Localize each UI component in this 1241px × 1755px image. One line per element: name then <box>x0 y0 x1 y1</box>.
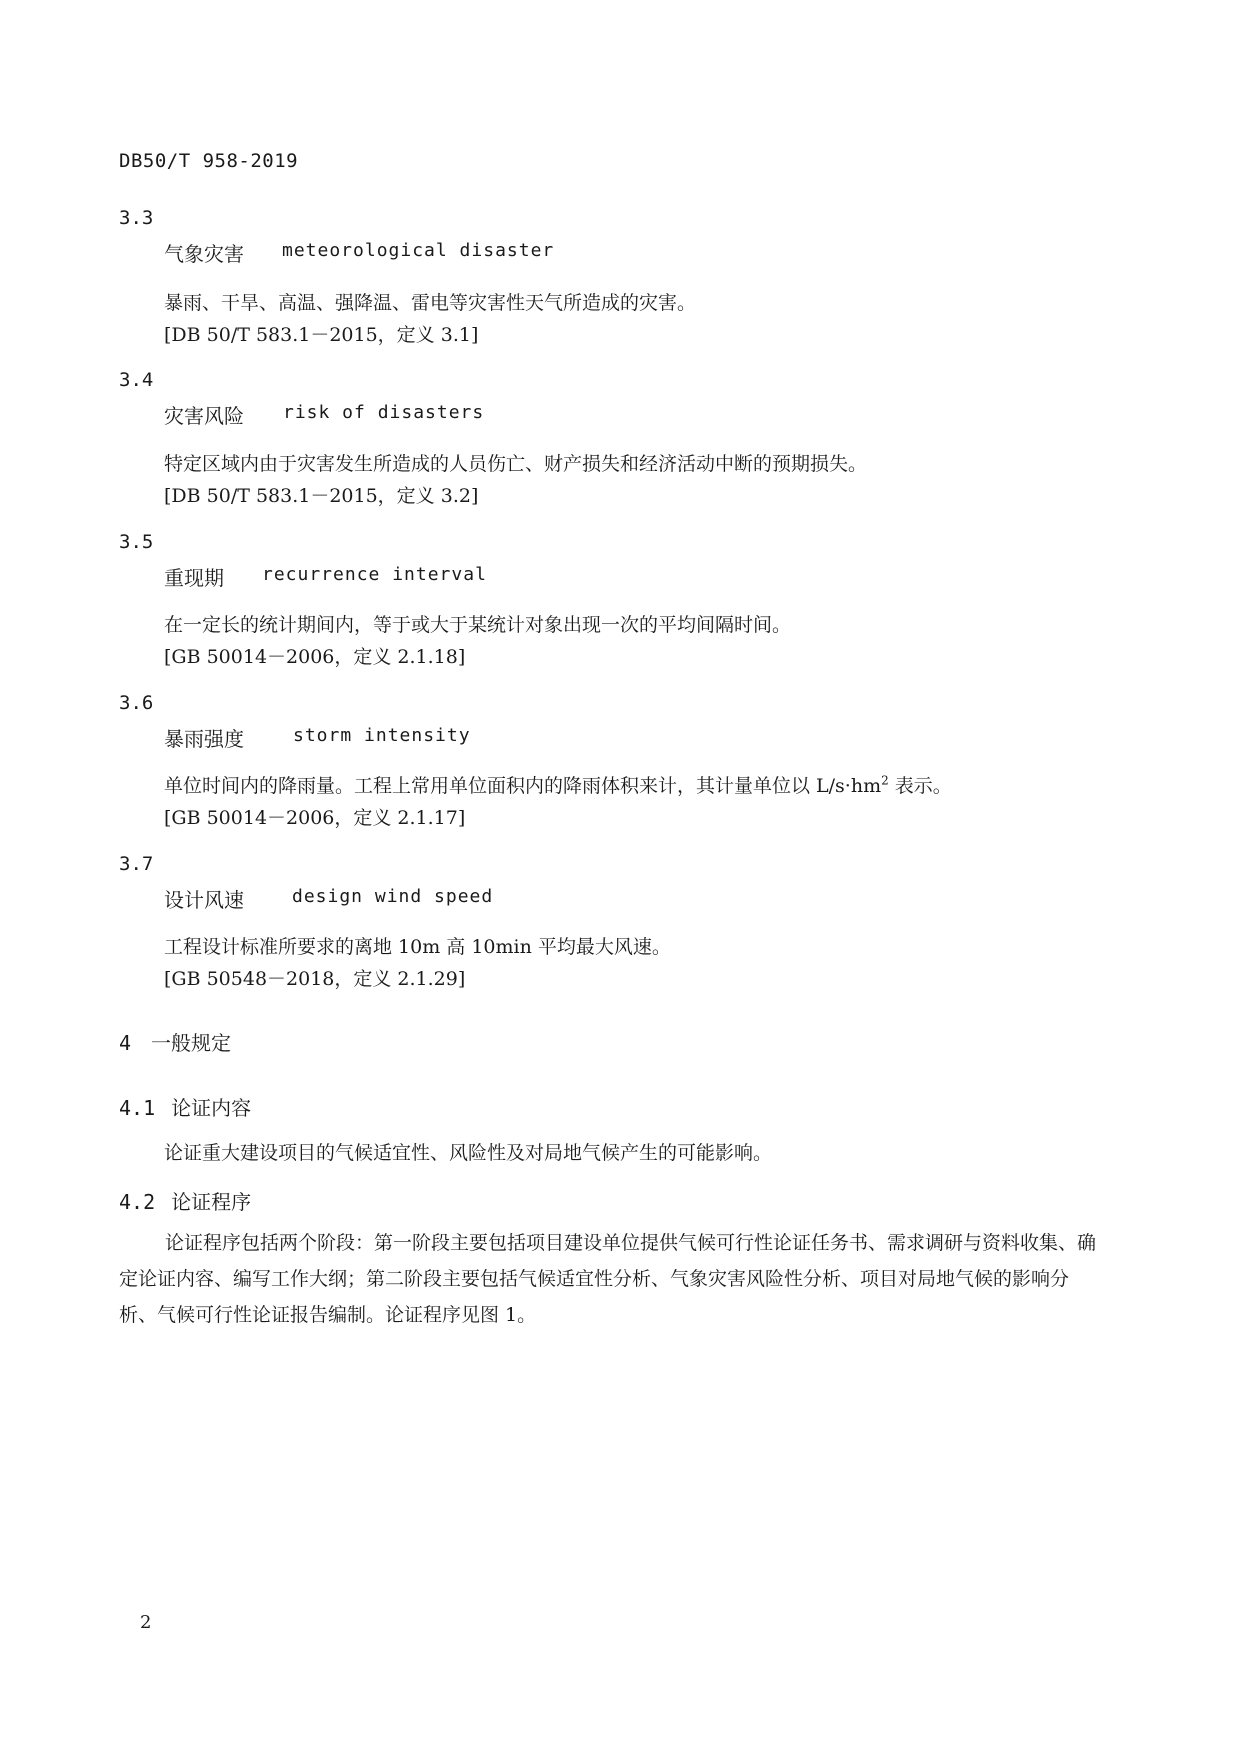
subsection-heading <box>119 1092 251 1121</box>
term-chinese: 气象灾害 <box>164 242 244 266</box>
doc-code-header: DB50/T 958-2019 <box>119 150 299 172</box>
section-title: 一般规定 <box>151 1031 232 1055</box>
term-source: [DB 50/T 583.1－2015，定义 3.1] <box>164 324 479 346</box>
term-definition: 特定区域内由于灾害发生所造成的人员伤亡、财产损失和经济活动中断的预期损失。 <box>164 453 868 475</box>
term-definition: 暴雨、干旱、高温、强降温、雷电等灾害性天气所造成的灾害。 <box>164 292 697 314</box>
subsection-title: 论证内容 <box>171 1096 252 1120</box>
term-definition <box>164 771 952 798</box>
term-english: risk of disasters <box>283 402 485 423</box>
term-source: [GB 50014－2006，定义 2.1.18] <box>164 646 466 668</box>
term-chinese: 暴雨强度 <box>164 727 244 751</box>
term-number: 3.6 <box>119 692 154 714</box>
term-number: 3.4 <box>119 369 154 391</box>
term-definition: 在一定长的统计期间内，等于或大于某统计对象出现一次的平均间隔时间。 <box>164 614 792 636</box>
subsection-heading <box>119 1186 251 1215</box>
section-number: 4 <box>119 1031 132 1055</box>
term-chinese: 重现期 <box>164 566 224 590</box>
term-source: [GB 50014－2006，定义 2.1.17] <box>164 807 466 829</box>
subsection-number: 4.2 <box>119 1190 156 1214</box>
page-number: 2 <box>140 1612 152 1633</box>
definition-text: 单位时间内的降雨量。工程上常用单位面积内的降雨体积来计，其计量单位以 L/s·hm <box>164 775 882 797</box>
paragraph: 论证重大建设项目的气候适宜性、风险性及对局地气候产生的可能影响。 <box>164 1142 773 1164</box>
term-number: 3.3 <box>119 207 154 229</box>
term-source: [DB 50/T 583.1－2015，定义 3.2] <box>164 485 479 507</box>
term-number: 3.5 <box>119 531 154 553</box>
paragraph: 论证程序包括两个阶段：第一阶段主要包括项目建设单位提供气候可行性论证任务书、需求调研与资料收集、确定论证内容、编写工作大纲；第二阶段主要包括气候适宜性分析、气象灾害风险性分析、项目对局地气候的影响分析、气候可行性论证报告编制。论证程序见图 1。 <box>119 1232 1097 1326</box>
term-definition: 工程设计标准所要求的离地 10m 高 10min 平均最大风速。 <box>164 936 671 958</box>
superscript: 2 <box>881 773 889 788</box>
definition-text-end: 表示。 <box>888 775 952 797</box>
term-chinese: 设计风速 <box>164 888 244 912</box>
term-english: recurrence interval <box>262 564 487 585</box>
term-english: design wind speed <box>292 886 494 907</box>
subsection-title: 论证程序 <box>171 1190 252 1214</box>
term-source: [GB 50548－2018，定义 2.1.29] <box>164 968 466 990</box>
term-english: meteorological disaster <box>282 240 555 261</box>
term-chinese: 灾害风险 <box>164 404 244 428</box>
subsection-number: 4.1 <box>119 1096 156 1120</box>
term-english: storm intensity <box>293 725 471 746</box>
section-heading <box>119 1027 231 1056</box>
term-number: 3.7 <box>119 853 154 875</box>
